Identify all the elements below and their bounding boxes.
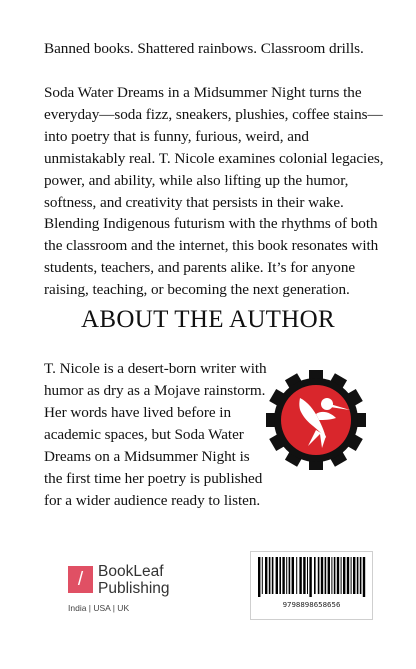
barcode-bar [286,557,287,594]
barcode-bar [325,557,327,594]
barcode-bar [279,557,281,594]
barcode-bar [314,557,316,594]
barcode-bar [258,557,260,597]
barcode-bar [343,557,345,594]
barcode-bar [269,557,271,594]
barcode-bar [351,557,352,594]
barcode-bar [318,557,320,594]
hummingbird-gear-icon [264,368,368,472]
barcode-bar [357,557,359,594]
intro-tagline: Banned books. Shattered rainbows. Classroom drills. [44,40,364,57]
barcode-bar [334,557,336,594]
book-description: Soda Water Dreams in a Midsummer Night turns the everyday—soda fizz, sneakers, plushies, coffee stains—into poetry that is funny, furious, weird, and unmistakably real. T. Nicole examines colonial legacies, power, and ability, while also lifting up the humor, softness, and creativity that persists in their wake. [44,84,384,211]
barcode-bar [353,557,355,594]
barcode-bar [331,557,332,594]
author-bio: T. Nicole is a desert-born writer with humor as dry as a Mojave rainstorm. Her words have lived before in academic spaces, but Soda Water Dreams on a Midsummer Night is the first time her poetry is published for a wider audience ready to listen. [44,360,267,509]
publisher-regions: India | USA | UK [68,603,130,613]
barcode-bars [256,557,367,597]
barcode-bar [265,557,267,594]
publisher-name-line2: Publishing [98,580,170,597]
barcode-bar [337,557,339,594]
bookleaf-mark-icon: / [68,566,93,593]
barcode-bar [321,557,323,594]
barcode-bar [282,557,284,594]
barcode-bar [363,557,365,597]
publisher-name [98,563,228,597]
barcode-bar [299,557,301,594]
barcode-bar [292,557,294,594]
isbn-number: 9798898658656 [282,600,341,609]
barcode-bar [341,557,342,594]
barcode-bar [289,557,291,594]
about-author-heading: ABOUT THE AUTHOR [81,306,335,333]
barcode-bar [309,557,311,597]
barcode-bar [303,557,305,594]
barcode-bar [360,557,362,594]
barcode-bar [307,557,308,594]
book-blurb: Blending Indigenous futurism with the rhythms of both the classroom and the internet, this book resonates with students, teachers, and parents alike. It’s for anyone raising, teaching, or becoming the next generation. [44,215,379,298]
publisher-name-line1: BookLeaf [98,563,164,580]
isbn-barcode [250,551,373,620]
barcode-bar [262,557,263,594]
barcode-bar [328,557,330,594]
barcode-bar [276,557,278,594]
barcode-bar [347,557,349,594]
barcode-bar [296,557,297,594]
barcode-bar [272,557,274,594]
